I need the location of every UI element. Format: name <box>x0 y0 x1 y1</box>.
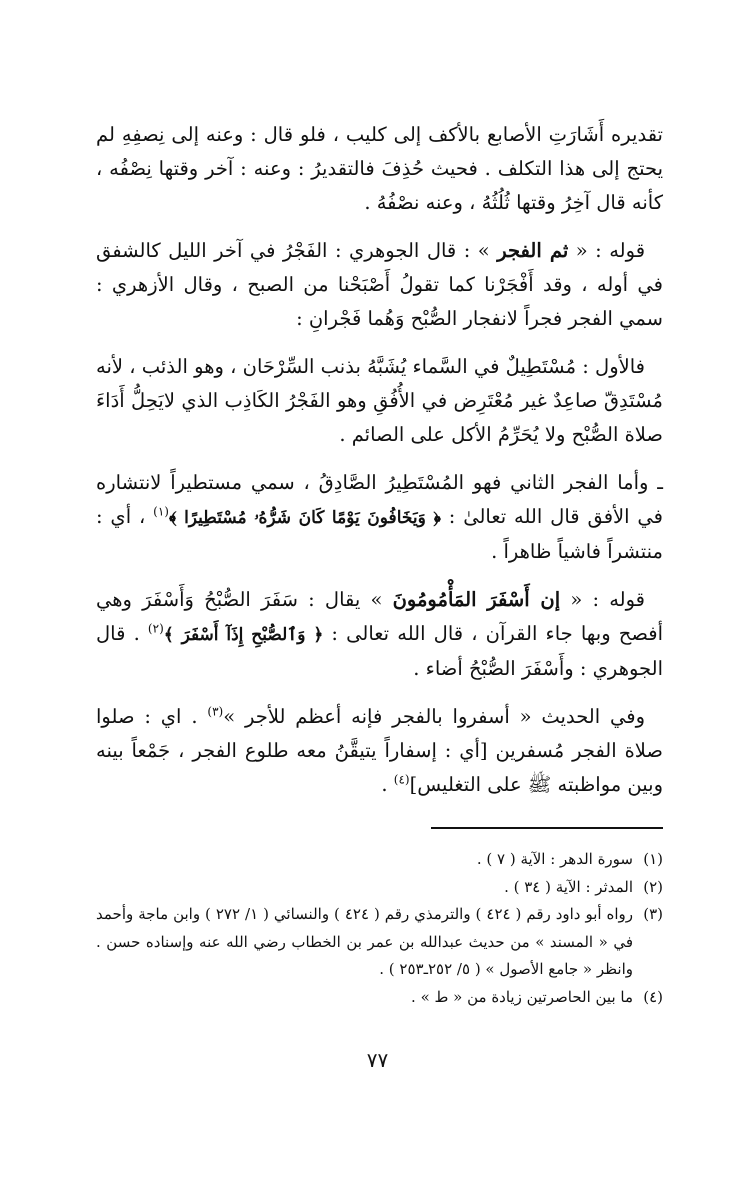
paragraph-6-mid: . اي : صلوا صلاة الفجر مُسفرين [أي : إسفاراً يتيقَّنُ معه طلوع الفجر ، جَمْعاً بينه وبين مواظبته ﷺ على التغليس] <box>96 705 663 796</box>
footnotes <box>96 846 663 1011</box>
paragraph-4-rest: ، أي : منتشراً فاشياً ظاهراً . <box>96 505 663 563</box>
footnote-number: (٣) <box>643 905 663 923</box>
footnote-ref-2: (٢) <box>147 621 164 636</box>
quran-verse-2: ﴿ وَٱلصُّبْحِ إِذَآ أَسْفَرَ ﴾ <box>163 625 324 645</box>
paragraph-1-text: تقديره أَشَارَتِ الأصابع بالأكف إلى كليب ، فلو قال : وعنه إلى نِصفِهِ لم يحتج إلى هذا التكلف . فحيث حُذِفَ فالتقديرُ : وعنه : آخر وقتها نِصْفُه ، كأنه قال آخِرُ وقتها ثُلُثُهُ ، وعنه نصْفُهُ . <box>96 123 663 214</box>
footnote-item <box>96 846 663 874</box>
paragraph-2 <box>96 234 663 336</box>
footnote-number: (١) <box>643 850 663 868</box>
page-number: ٧٧ <box>366 1048 389 1072</box>
paragraph-6 <box>96 700 663 802</box>
footnote-divider <box>431 827 663 829</box>
paragraph-5 <box>96 583 663 686</box>
footnote-number: (٢) <box>643 877 663 896</box>
footnote-text: ما بين الحاصرتين زيادة من « ط » . <box>411 987 633 1006</box>
paragraph-5-rest: . قال الجوهري : وأَسْفَرَ الصُّبْحُ أضاء . <box>96 622 663 680</box>
footnote-text: سورة الدهر : الآية ( ٧ ) . <box>476 850 633 868</box>
footnote-ref-1: (١) <box>153 504 169 519</box>
footnote-text: رواه أبو داود رقم ( ٤٢٤ ) والترمذي رقم ( ٤٢٤ ) والنسائي ( ١/ ٢٧٢ ) وابن ماجة وأحمد في « المسند » من حديث عبدالله بن عمر بن الخطاب رضي الله عنه وإسناده حسن . وانظر « جامع الأصول » ( ٥/ ٢٥٢ـ٢٥٣ ) . <box>96 905 634 978</box>
paragraph-2-lead: قوله : « <box>568 239 646 262</box>
footnote-item <box>96 901 663 984</box>
paragraph-3 <box>96 350 663 452</box>
main-text <box>96 118 663 816</box>
footnote-text: المدثر : الآية ( ٣٤ ) . <box>504 877 633 896</box>
paragraph-5-keyword: إن أَسْفَرَ المَأْمُومُونَ <box>392 588 561 611</box>
paragraph-5-mid: » يقال : سَفَرَ الصُّبْحُ وَأَسْفَرَ وهي أفصح وبها جاء القرآن ، قال الله تعالى : <box>96 588 663 645</box>
paragraph-4 <box>96 466 663 569</box>
paragraph-4-lead: ـ وأما الفجر الثاني فهو المُسْتَطِيرُ الصَّادِقُ ، سمي مستطيراً لانتشاره في الأفق قال الله تعالىٰ : <box>96 471 663 528</box>
footnote-item <box>96 874 663 902</box>
footnote-ref-3: (٣) <box>207 704 224 719</box>
footnote-item <box>96 984 663 1012</box>
footnote-ref-4: (٤) <box>393 772 410 787</box>
paragraph-3-text: فالأول : مُسْتَطِيلٌ في السَّماء يُشَبَّهُ بذنب السِّرْحَان ، وهو الذئب ، لأنه مُسْتَدِقّ صاعِدٌ غير مُعْتَرِض في الأُفُقِ وهو الفَجْرُ الكَاذِب الذي لايَحِلُّ أَدَاءَ صلاة الصُّبْح ولا يُحَرِّمُ الأكل على الصائم . <box>96 355 663 446</box>
paragraph-6-lead: وفي الحديث « أسفروا بالفجر فإنه أعظم للأجر » <box>223 705 645 728</box>
paragraph-2-rest: » : قال الجوهري : الفَجْرُ في آخر الليل كالشفق في أوله ، وقد أَفْجَرْنا كما تقولُ أَصْبَحْنا من الصبح ، وقال الأزهري : سمي الفجر فجراً لانفجار الصُّبْح وَهُما فَجْرانِ : <box>96 239 663 330</box>
quran-verse-1: ﴿ وَيَخَافُونَ يَوْمًا كَانَ شَرُّهُۥ مُسْتَطِيرًا ﴾ <box>168 508 441 528</box>
footnote-number: (٤) <box>643 987 663 1006</box>
paragraph-5-lead: قوله : « <box>560 588 646 611</box>
paragraph-6-rest: . <box>381 773 394 796</box>
paragraph-1 <box>96 118 663 220</box>
paragraph-2-keyword: ثم الفجر <box>497 239 569 262</box>
